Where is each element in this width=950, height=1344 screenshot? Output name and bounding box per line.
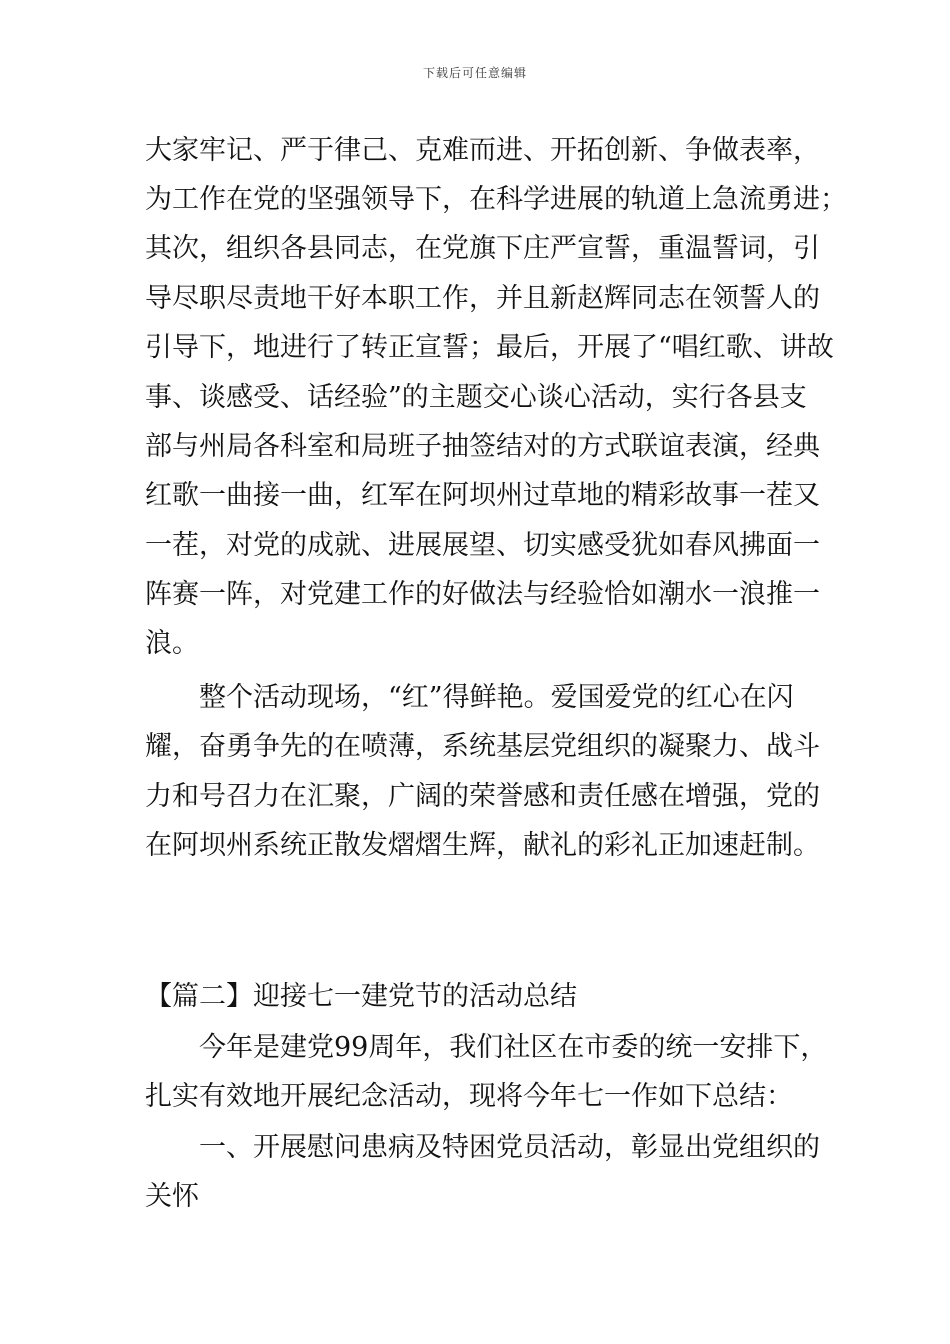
paragraph-line: 耀，奋勇争先的在喷薄，系统基层党组织的凝聚力、战斗 bbox=[145, 731, 820, 762]
paragraph-line: 整个活动现场，“红”得鲜艳。爱国爱党的红心在闪 bbox=[199, 682, 794, 713]
paragraph-line: 在阿坝州系统正散发熠熠生辉，献礼的彩礼正加速赶制。 bbox=[145, 830, 820, 861]
paragraph-line: 今年是建党99周年，我们社区在市委的统一安排下， bbox=[199, 1032, 828, 1063]
page-header-note: 下载后可任意编辑 bbox=[422, 66, 527, 80]
paragraph-line: 引导下，地进行了转正宣誓；最后，开展了“唱红歌、讲故 bbox=[145, 332, 834, 363]
paragraph-line: 一茬，对党的成就、进展展望、切实感受犹如春风拂面一 bbox=[145, 530, 820, 561]
paragraph-line: 红歌一曲接一曲，红军在阿坝州过草地的精彩故事一茬又 bbox=[145, 480, 820, 511]
paragraph-line: 扎实有效地开展纪念活动，现将今年七一作如下总结： bbox=[145, 1081, 793, 1112]
paragraph-line: 导尽职尽责地干好本职工作，并且新赵辉同志在领誓人的 bbox=[145, 283, 820, 314]
paragraph-line: 事、谈感受、话经验”的主题交心谈心活动，实行各县支 bbox=[145, 382, 807, 413]
paragraph-line: 部与州局各科室和局班子抽签结对的方式联谊表演，经典 bbox=[145, 431, 820, 462]
section-heading: 【篇二】迎接七一建党节的活动总结 bbox=[145, 981, 577, 1012]
paragraph-line: 为工作在党的坚强领导下，在科学进展的轨道上急流勇进； bbox=[145, 184, 847, 215]
paragraph-line: 浪。 bbox=[145, 628, 199, 659]
paragraph-line: 关怀 bbox=[145, 1181, 199, 1212]
paragraph-line: 一、开展慰问患病及特困党员活动，彰显出党组织的 bbox=[199, 1132, 820, 1163]
paragraph-line: 力和号召力在汇聚，广阔的荣誉感和责任感在增强，党的 bbox=[145, 781, 820, 812]
paragraph-line: 其次，组织各县同志，在党旗下庄严宣誓，重温誓词，引 bbox=[145, 233, 820, 264]
paragraph-line: 阵赛一阵，对党建工作的好做法与经验恰如潮水一浪推一 bbox=[145, 579, 820, 610]
paragraph-line: 大家牢记、严于律己、克难而进、开拓创新、争做表率， bbox=[145, 135, 820, 166]
